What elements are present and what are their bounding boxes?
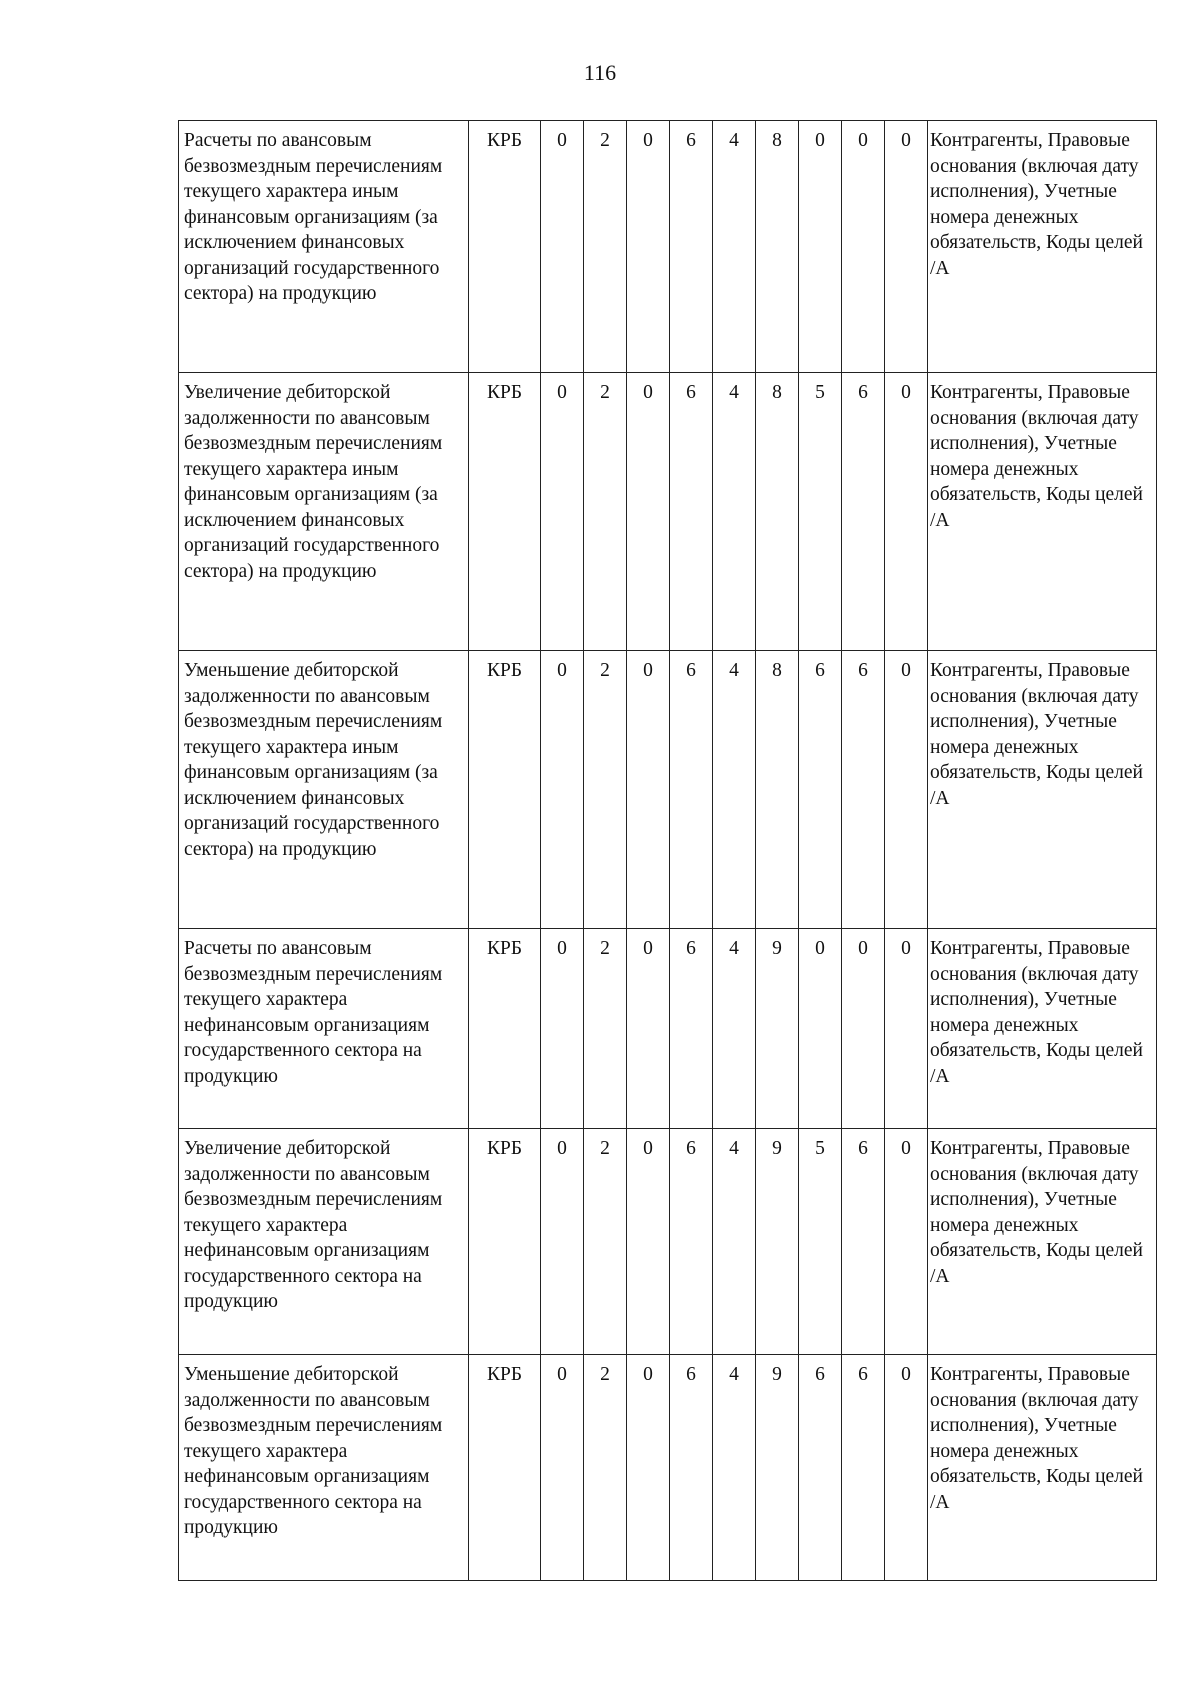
account-digit-cell: 0	[627, 1129, 670, 1355]
account-digit-cell: 2	[584, 1355, 627, 1581]
table-row	[179, 1129, 1157, 1355]
account-name-cell: Увеличение дебиторской задолженности по авансовым безвозмездным перечислениям текущего характера нефинансовым организациям государственного сектора на продукцию	[179, 1129, 469, 1355]
account-digit-cell: 0	[627, 373, 670, 651]
accounts-table	[178, 120, 1157, 1581]
account-digit-cell: 2	[584, 121, 627, 373]
account-digit-cell: 2	[584, 373, 627, 651]
account-digit-cell: 5	[799, 373, 842, 651]
account-digit-cell: 0	[885, 651, 928, 929]
budget-code-cell: КРБ	[469, 121, 541, 373]
account-digit-cell: 9	[756, 929, 799, 1129]
account-digit-cell: 4	[713, 373, 756, 651]
account-digit-cell: 4	[713, 1355, 756, 1581]
account-digit-cell: 6	[842, 1355, 885, 1581]
account-digit-cell: 4	[713, 1129, 756, 1355]
account-digit-cell: 0	[627, 651, 670, 929]
table-row	[179, 1355, 1157, 1581]
account-digit-cell: 0	[885, 121, 928, 373]
account-name-cell: Расчеты по авансовым безвозмездным перечислениям текущего характера иным финансовым организациям (за исключением финансовых организаций государственного сектора) на продукцию	[179, 121, 469, 373]
account-digit-cell: 6	[670, 1129, 713, 1355]
account-digit-cell: 4	[713, 651, 756, 929]
account-digit-cell: 0	[541, 1129, 584, 1355]
account-digit-cell: 0	[627, 929, 670, 1129]
account-digit-cell: 6	[670, 1355, 713, 1581]
account-name-cell: Уменьшение дебиторской задолженности по авансовым безвозмездным перечислениям текущего характера нефинансовым организациям государственного сектора на продукцию	[179, 1355, 469, 1581]
budget-code-cell: КРБ	[469, 373, 541, 651]
account-digit-cell: 0	[885, 929, 928, 1129]
account-digit-cell: 8	[756, 121, 799, 373]
account-digit-cell: 0	[842, 121, 885, 373]
page-number: 116	[583, 60, 617, 85]
budget-code-cell: КРБ	[469, 1129, 541, 1355]
account-digit-cell: 6	[670, 929, 713, 1129]
account-digit-cell: 6	[842, 373, 885, 651]
analytics-cell: Контрагенты, Правовые основания (включая дату исполнения), Учетные номера денежных обязательств, Коды целей /А	[928, 929, 1157, 1129]
account-digit-cell: 9	[756, 1355, 799, 1581]
account-digit-cell: 0	[541, 121, 584, 373]
table-row	[179, 121, 1157, 373]
account-digit-cell: 2	[584, 929, 627, 1129]
budget-code-cell: КРБ	[469, 929, 541, 1129]
account-digit-cell: 0	[627, 121, 670, 373]
account-digit-cell: 4	[713, 121, 756, 373]
account-digit-cell: 9	[756, 1129, 799, 1355]
account-digit-cell: 6	[799, 651, 842, 929]
account-name-cell: Расчеты по авансовым безвозмездным перечислениям текущего характера нефинансовым организациям государственного сектора на продукцию	[179, 929, 469, 1129]
account-digit-cell: 0	[541, 1355, 584, 1581]
account-digit-cell: 6	[670, 121, 713, 373]
account-digit-cell: 0	[842, 929, 885, 1129]
account-digit-cell: 6	[670, 651, 713, 929]
analytics-cell: Контрагенты, Правовые основания (включая дату исполнения), Учетные номера денежных обязательств, Коды целей /А	[928, 1129, 1157, 1355]
account-digit-cell: 0	[541, 651, 584, 929]
account-digit-cell: 0	[885, 373, 928, 651]
account-digit-cell: 4	[713, 929, 756, 1129]
account-digit-cell: 8	[756, 651, 799, 929]
account-name-cell: Уменьшение дебиторской задолженности по авансовым безвозмездным перечислениям текущего характера иным финансовым организациям (за исключением финансовых организаций государственного сектора) на продукцию	[179, 651, 469, 929]
budget-code-cell: КРБ	[469, 1355, 541, 1581]
account-digit-cell: 0	[885, 1355, 928, 1581]
analytics-cell: Контрагенты, Правовые основания (включая дату исполнения), Учетные номера денежных обязательств, Коды целей /А	[928, 121, 1157, 373]
account-digit-cell: 6	[842, 1129, 885, 1355]
account-digit-cell: 8	[756, 373, 799, 651]
account-digit-cell: 0	[541, 929, 584, 1129]
account-digit-cell: 0	[885, 1129, 928, 1355]
account-name-cell: Увеличение дебиторской задолженности по авансовым безвозмездным перечислениям текущего характера иным финансовым организациям (за исключением финансовых организаций государственного сектора) на продукцию	[179, 373, 469, 651]
account-digit-cell: 0	[541, 373, 584, 651]
table-row	[179, 373, 1157, 651]
account-digit-cell: 5	[799, 1129, 842, 1355]
table-row	[179, 929, 1157, 1129]
analytics-cell: Контрагенты, Правовые основания (включая дату исполнения), Учетные номера денежных обязательств, Коды целей /А	[928, 373, 1157, 651]
table-row	[179, 651, 1157, 929]
account-digit-cell: 2	[584, 1129, 627, 1355]
account-digit-cell: 0	[799, 121, 842, 373]
account-digit-cell: 6	[842, 651, 885, 929]
account-digit-cell: 2	[584, 651, 627, 929]
account-digit-cell: 6	[799, 1355, 842, 1581]
account-digit-cell: 0	[799, 929, 842, 1129]
account-digit-cell: 0	[627, 1355, 670, 1581]
analytics-cell: Контрагенты, Правовые основания (включая дату исполнения), Учетные номера денежных обязательств, Коды целей /А	[928, 1355, 1157, 1581]
budget-code-cell: КРБ	[469, 651, 541, 929]
analytics-cell: Контрагенты, Правовые основания (включая дату исполнения), Учетные номера денежных обязательств, Коды целей /А	[928, 651, 1157, 929]
account-digit-cell: 6	[670, 373, 713, 651]
